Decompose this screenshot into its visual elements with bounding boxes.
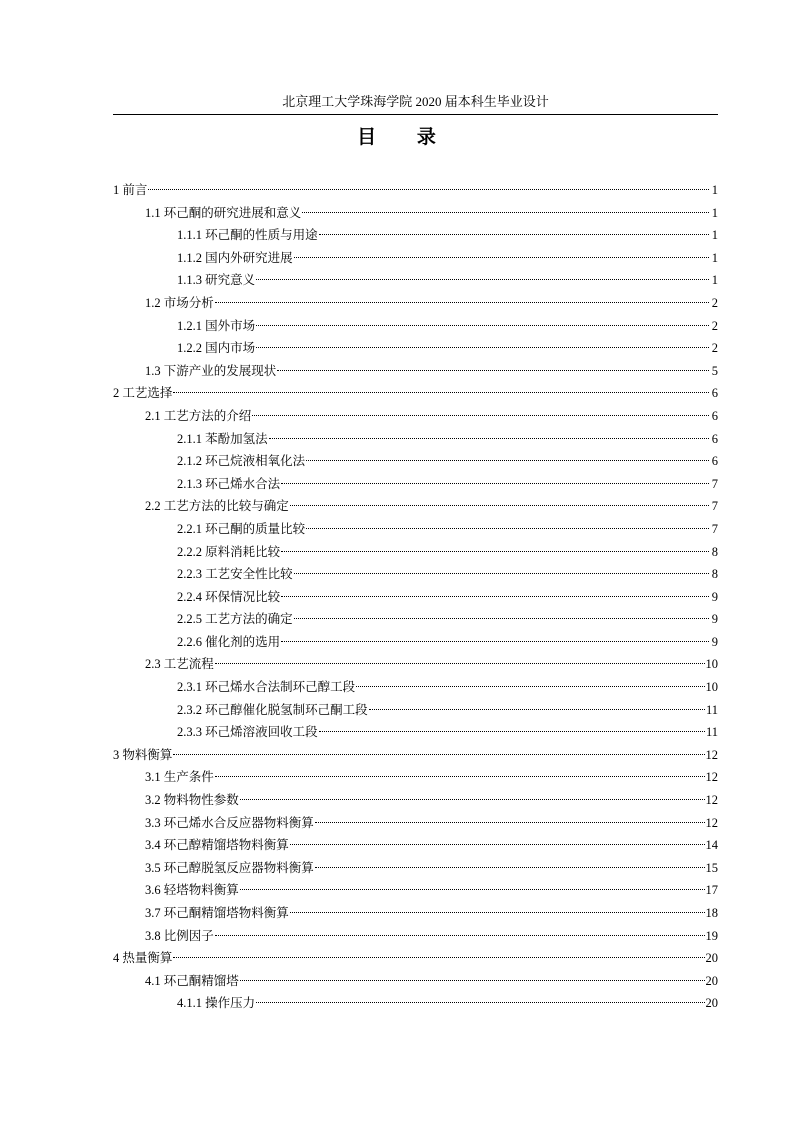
toc-entry[interactable] <box>113 292 718 315</box>
toc-entry-title: 3.5 环己醇脱氢反应器物料衡算 <box>145 860 314 875</box>
toc-entry-title: 2.2.2 原料消耗比较 <box>177 544 281 559</box>
toc-entry-title: 1.3 下游产业的发展现状 <box>145 363 277 378</box>
toc-entry-title: 2.1 工艺方法的介绍 <box>145 408 252 423</box>
toc-dot-leader <box>290 843 705 845</box>
toc-dot-leader <box>281 640 709 642</box>
toc-entry[interactable] <box>113 744 718 767</box>
toc-entry-page: 9 <box>711 612 718 627</box>
toc-entry[interactable] <box>113 473 718 496</box>
toc-entry-title: 3.7 环己酮精馏塔物料衡算 <box>145 906 289 920</box>
toc-dot-leader <box>173 753 704 755</box>
toc-entry[interactable] <box>113 586 718 609</box>
toc-entry-title: 2.2.6 催化剂的选用 <box>177 634 281 649</box>
toc-entry[interactable] <box>113 428 718 451</box>
toc-dot-leader <box>269 437 709 439</box>
toc-dot-leader <box>315 866 705 868</box>
toc-dot-leader <box>315 821 705 823</box>
toc-entry-page: 1 <box>711 273 718 288</box>
toc-entry-page: 7 <box>711 499 718 514</box>
toc-entry-title: 3.8 比例因子 <box>145 928 214 943</box>
toc-entry[interactable] <box>113 224 718 247</box>
toc-entry-page: 1 <box>711 228 718 243</box>
toc-entry-page: 19 <box>705 928 718 943</box>
toc-entry-title: 1.1.1 环己酮的性质与用途 <box>177 228 318 243</box>
toc-entry[interactable] <box>113 812 718 835</box>
toc-dot-leader <box>252 414 709 416</box>
toc-entry-page: 12 <box>705 747 718 762</box>
toc-entry[interactable] <box>113 563 718 586</box>
toc-entry[interactable] <box>113 789 718 812</box>
toc-entry[interactable] <box>113 721 718 744</box>
toc-dot-leader <box>256 1001 704 1003</box>
toc-entry[interactable] <box>113 450 718 473</box>
toc-entry-title: 2.2.3 工艺安全性比较 <box>177 567 293 582</box>
toc-entry-page: 10 <box>705 680 718 695</box>
toc-dot-leader <box>290 911 705 913</box>
toc-entry-title: 3.3 环己烯水合反应器物料衡算 <box>145 815 314 830</box>
toc-entry-page: 1 <box>711 205 718 220</box>
toc-dot-leader <box>173 391 709 393</box>
toc-entry[interactable] <box>113 495 718 518</box>
toc-entry[interactable] <box>113 766 718 789</box>
toc-entry[interactable] <box>113 676 718 699</box>
toc-entry-page: 7 <box>711 476 718 491</box>
toc-entry-page: 11 <box>705 725 718 740</box>
toc-dot-leader <box>240 979 705 981</box>
toc-dot-leader <box>215 301 709 303</box>
toc-entry-page: 11 <box>705 702 718 717</box>
toc-entry[interactable] <box>113 179 718 202</box>
toc-entry-title: 2 工艺选择 <box>113 386 173 401</box>
toc-entry-title: 2.3.3 环己烯溶液回收工段 <box>177 725 318 740</box>
toc-entry[interactable] <box>113 834 718 857</box>
toc-entry[interactable] <box>113 631 718 654</box>
toc-dot-leader <box>277 369 709 371</box>
toc-entry-title: 2.2.4 环保情况比较 <box>177 589 281 604</box>
page-header: 北京理工大学珠海学院 2020 届本科生毕业设计 <box>282 94 549 109</box>
toc-entry-page: 6 <box>711 408 718 423</box>
toc-dot-leader <box>215 934 705 936</box>
toc-entry-page: 5 <box>711 363 718 378</box>
toc-entry-page: 12 <box>705 770 718 785</box>
toc-entry[interactable] <box>113 315 718 338</box>
toc-dot-leader <box>294 572 709 574</box>
toc-dot-leader <box>215 775 705 777</box>
toc-entry-title: 3 物料衡算 <box>113 747 173 762</box>
toc-dot-leader <box>281 482 709 484</box>
toc-entry-page: 8 <box>711 544 718 559</box>
toc-entry-title: 2.2.5 工艺方法的确定 <box>177 612 293 627</box>
header-rule <box>113 114 718 115</box>
toc-entry[interactable] <box>113 857 718 880</box>
toc-entry-page: 2 <box>711 318 718 333</box>
toc-entry-title: 2.3 工艺流程 <box>145 657 214 672</box>
toc-entry-title: 1 前言 <box>113 183 148 197</box>
toc-entry-title: 2.2.1 环己酮的质量比较 <box>177 521 306 536</box>
toc-entry[interactable] <box>113 992 718 1015</box>
toc-entry-title: 2.2 工艺方法的比较与确定 <box>145 499 289 514</box>
toc-dot-leader <box>319 730 705 732</box>
toc-dot-leader <box>215 662 705 664</box>
toc-entry-page: 18 <box>705 906 718 920</box>
toc-dot-leader <box>306 459 709 461</box>
toc-entry-title: 2.1.1 苯酚加氢法 <box>177 431 268 446</box>
toc-entry-page: 1 <box>711 183 718 197</box>
toc-dot-leader <box>256 346 709 348</box>
toc-entry-title: 1.2 市场分析 <box>145 295 214 310</box>
toc-entry-title: 2.3.1 环己烯水合法制环己醇工段 <box>177 680 356 695</box>
toc-entry[interactable] <box>113 382 718 405</box>
page-title: 目 录 <box>357 127 454 148</box>
toc-entry-page: 12 <box>705 793 718 808</box>
toc-dot-leader <box>369 708 705 710</box>
toc-entry-page: 6 <box>711 386 718 401</box>
toc-entry-page: 12 <box>705 815 718 830</box>
toc-entry-title: 3.6 轻塔物料衡算 <box>145 883 239 898</box>
toc-dot-leader <box>240 798 705 800</box>
toc-entry-page: 8 <box>711 567 718 582</box>
toc-entry-title: 2.1.2 环己烷液相氧化法 <box>177 454 306 469</box>
toc-entry-title: 1.1.2 国内外研究进展 <box>177 250 293 265</box>
toc-dot-leader <box>306 527 709 529</box>
toc-entry[interactable] <box>113 247 718 270</box>
toc-entry-title: 1.1.3 研究意义 <box>177 273 256 288</box>
toc-entry[interactable] <box>113 360 718 383</box>
toc-entry-page: 10 <box>705 657 718 672</box>
toc-entry-title: 2.3.2 环己醇催化脱氢制环己酮工段 <box>177 702 368 717</box>
toc-entry[interactable] <box>113 608 718 631</box>
toc-entry[interactable] <box>113 925 718 948</box>
toc-entry[interactable] <box>113 879 718 902</box>
toc-entry-page: 2 <box>711 295 718 310</box>
toc-entry-page: 20 <box>705 951 718 966</box>
toc-entry-title: 3.2 物料物性参数 <box>145 793 239 808</box>
toc-dot-leader <box>356 685 704 687</box>
toc-entry-page: 20 <box>705 996 718 1011</box>
toc-entry-page: 17 <box>705 883 718 898</box>
toc-dot-leader <box>281 550 709 552</box>
toc-dot-leader <box>256 324 709 326</box>
toc-entry[interactable] <box>113 405 718 428</box>
toc-entry-title: 2.1.3 环己烯水合法 <box>177 476 281 491</box>
toc-entry-title: 1.1 环己酮的研究进展和意义 <box>145 205 302 220</box>
toc-entry[interactable] <box>113 970 718 993</box>
toc-entry[interactable] <box>113 337 718 360</box>
toc-entry-page: 1 <box>711 250 718 265</box>
toc-entry[interactable] <box>113 699 718 722</box>
toc-entry[interactable] <box>113 947 718 970</box>
toc-entry-page: 7 <box>711 521 718 536</box>
toc-entry-title: 1.2.2 国内市场 <box>177 341 256 356</box>
toc-dot-leader <box>148 188 709 190</box>
toc-entry-page: 6 <box>711 454 718 469</box>
toc-entry-title: 4.1.1 操作压力 <box>177 996 256 1011</box>
toc-dot-leader <box>294 256 709 258</box>
toc-entry-title: 1.2.1 国外市场 <box>177 318 256 333</box>
toc-entry-page: 14 <box>705 838 718 853</box>
toc-dot-leader <box>281 595 709 597</box>
toc-entry-title: 3.4 环己醇精馏塔物料衡算 <box>145 838 289 853</box>
toc-entry-page: 9 <box>711 589 718 604</box>
toc-entry[interactable] <box>113 541 718 564</box>
toc-entry-page: 6 <box>711 431 718 446</box>
toc-dot-leader <box>240 888 705 890</box>
toc-entry-title: 4.1 环己酮精馏塔 <box>145 973 239 988</box>
toc-dot-leader <box>294 617 709 619</box>
toc-entry[interactable] <box>113 269 718 292</box>
toc-entry[interactable] <box>113 902 718 925</box>
toc-entry-page: 15 <box>705 860 718 875</box>
toc-entry[interactable] <box>113 653 718 676</box>
toc-entry[interactable] <box>113 518 718 541</box>
toc-entry[interactable] <box>113 202 718 225</box>
toc-dot-leader <box>256 278 709 280</box>
toc-dot-leader <box>319 233 709 235</box>
toc-entry-title: 3.1 生产条件 <box>145 770 214 785</box>
toc-dot-leader <box>173 956 704 958</box>
toc-entry-page: 2 <box>711 341 718 356</box>
toc-entry-title: 4 热量衡算 <box>113 951 173 966</box>
toc-dot-leader <box>290 504 709 506</box>
toc-dot-leader <box>302 211 709 213</box>
toc-entry-page: 9 <box>711 634 718 649</box>
toc-entry-page: 20 <box>705 973 718 988</box>
table-of-contents <box>113 179 718 1015</box>
